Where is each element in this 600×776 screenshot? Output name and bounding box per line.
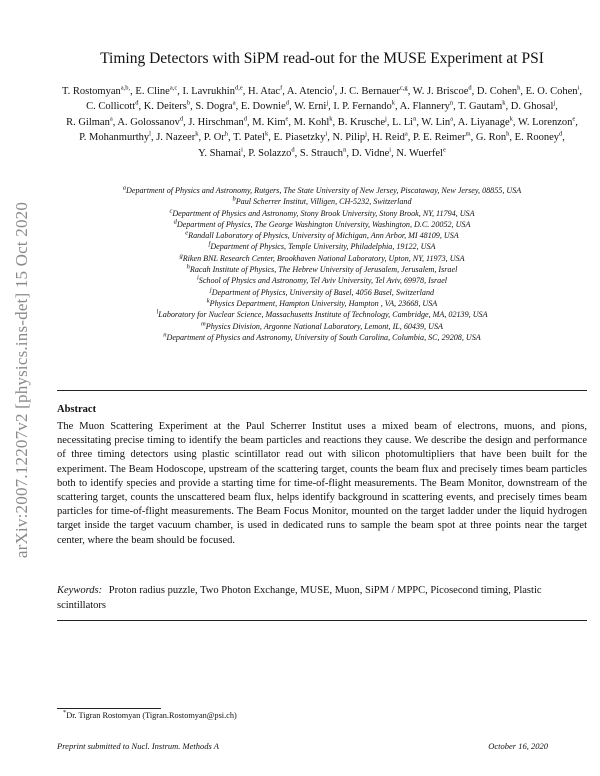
author-affil-mark: a <box>404 130 408 138</box>
affiliation-text: Department of Physics and Astronomy, Stony Brook University, Stony Brook, NY, 11794, USA <box>172 208 475 218</box>
author <box>392 117 416 128</box>
author-affil-mark: n <box>413 115 417 123</box>
author-name: Y. Shamai <box>198 147 242 159</box>
author-name: I. Lavrukhin <box>182 86 235 97</box>
keywords-text: Proton radius puzzle, Two Photon Exchange, MUSE, Muon, SiPM / MPPC, Picosecond timing, Plastic scintillators <box>57 585 542 611</box>
author <box>135 86 177 97</box>
affiliation-mark: n <box>163 331 167 339</box>
author-affil-mark: a <box>109 115 113 123</box>
author <box>352 148 392 159</box>
author-name: A. Atencio <box>286 86 333 97</box>
author-affil-mark: h <box>224 130 229 138</box>
author-affil-mark: c,g <box>399 84 408 92</box>
author-name: T. Patel <box>233 132 265 144</box>
author <box>182 86 242 97</box>
affiliation-text: Riken BNL Research Center, Brookhaven National Laboratory, Upton, NY, 11973, USA <box>182 253 465 263</box>
author-name: P. Mohanmurthy <box>79 132 150 144</box>
author-affil-mark: e <box>285 115 289 123</box>
author-affil-mark: k <box>502 99 506 107</box>
author-affil-mark: k <box>329 115 333 123</box>
affiliation <box>62 208 582 219</box>
paper-title: Timing Detectors with SiPM read-out for the MUSE Experiment at PSI <box>100 50 544 67</box>
author-affil-mark: d <box>559 130 563 138</box>
author-name: D. Vidne <box>351 147 390 159</box>
author <box>458 101 505 112</box>
author <box>476 132 510 143</box>
author-affil-mark: k <box>391 99 395 107</box>
affiliation-mark: d <box>173 218 177 226</box>
author-affil-mark: i <box>577 84 580 92</box>
author-affil-mark: d <box>243 115 247 123</box>
author-name: E. O. Cohen <box>525 86 578 97</box>
author-name: S. Strauch <box>299 147 344 159</box>
author-name: T. Gautam <box>458 101 503 113</box>
author <box>79 132 151 143</box>
author <box>372 132 408 143</box>
affiliation-mark: m <box>201 319 206 327</box>
affiliation <box>62 298 582 309</box>
footnote <box>63 711 237 720</box>
author <box>117 117 183 128</box>
affiliation-mark: k <box>206 297 210 305</box>
affiliation-text: Paul Scherrer Institut, Villigen, CH-5232, Switzerland <box>235 197 412 207</box>
author-affil-mark: j <box>326 99 329 107</box>
author-name: A. Golossanov <box>117 116 180 128</box>
author-name: W. J. Briscoe <box>412 86 469 97</box>
affiliation-mark: c <box>169 206 173 214</box>
author-affil-mark: h <box>517 84 521 92</box>
author-affil-mark: e <box>442 146 446 154</box>
author <box>233 132 268 143</box>
affiliation <box>62 332 582 343</box>
author <box>241 101 289 112</box>
author-affil-mark: i <box>389 146 392 154</box>
author-name: J. C. Bernauer <box>339 86 400 97</box>
affiliation <box>62 309 582 320</box>
author-name: J. Nazeer <box>156 132 196 144</box>
keywords-label: Keywords: <box>57 585 103 596</box>
author <box>252 117 288 128</box>
affiliation-text: Department of Physics and Astronomy, Rutgers, The State University of New Jersey, Piscataway, New Jersey, 08855, USA <box>126 186 522 195</box>
affiliation <box>62 196 582 207</box>
author-name: N. Wuerfel <box>396 147 443 159</box>
author-affil-mark: n <box>449 99 454 107</box>
affiliation <box>62 230 582 241</box>
affiliation <box>62 219 582 230</box>
author-affil-mark: l <box>149 130 151 138</box>
author <box>248 148 294 159</box>
author <box>273 132 327 143</box>
author-name: J. Hirschman <box>188 116 244 128</box>
author <box>333 101 395 112</box>
author <box>413 132 471 143</box>
author-name: D. Cohen <box>476 86 518 97</box>
author-name: N. Pilip <box>332 132 366 144</box>
footnote-mark: * <box>63 709 67 717</box>
author-affil-mark: a <box>232 99 236 107</box>
author-affil-mark: f <box>280 84 283 92</box>
author-name: K. Deiters <box>143 101 187 113</box>
affiliation <box>62 321 582 332</box>
affiliation-mark: i <box>196 274 199 282</box>
author-affil-mark: j <box>365 130 367 138</box>
author-affil-mark: j <box>385 115 387 123</box>
author-affil-mark: d <box>285 99 289 107</box>
arxiv-stamp-text: arXiv:2007.12207v2 [physics.ins-det] 15 Oct 2020 <box>12 201 32 559</box>
author-affil-mark: m <box>465 130 471 138</box>
author-name: E. Piasetzky <box>273 132 326 144</box>
affiliation-text: Department of Physics, The George Washington University, Washington, D.C. 20052, USA <box>176 219 471 229</box>
abstract-heading: Abstract <box>57 404 97 415</box>
author-name: H. Reid <box>372 132 405 144</box>
author-name: G. Ron <box>475 132 507 144</box>
author-name: L. Li <box>392 116 414 128</box>
affiliation-mark: b <box>232 195 236 203</box>
author <box>421 117 453 128</box>
affiliation-mark: f <box>208 240 211 248</box>
author <box>515 132 563 143</box>
author-name: M. Kohl <box>293 116 330 128</box>
author <box>400 101 453 112</box>
author-name: P. E. Reimer <box>413 132 466 144</box>
author-name: S. Dogra <box>195 101 233 113</box>
author-name: A. Liyanage <box>457 116 510 128</box>
affiliation-list <box>62 185 582 343</box>
author-affil-mark: f <box>332 84 335 92</box>
affiliation-text: Department of Physics and Astronomy, University of South Carolina, Columbia, SC, 29208, USA <box>166 332 481 342</box>
abstract-top-rule <box>57 390 587 391</box>
author-name: E. Rooney <box>514 132 559 144</box>
author-name: D. Ghosal <box>510 101 554 113</box>
author <box>477 86 521 97</box>
author-affil-mark: d <box>291 146 295 154</box>
affiliation-mark: e <box>185 229 189 237</box>
paper-date: October 16, 2020 <box>488 741 548 751</box>
author <box>332 132 367 143</box>
affiliation <box>62 185 582 196</box>
author-affil-mark: n <box>343 146 347 154</box>
affiliation <box>62 275 582 286</box>
author-name: M. Kim <box>252 116 286 128</box>
keywords <box>57 584 587 613</box>
author <box>340 86 408 97</box>
author <box>248 86 282 97</box>
affiliation-mark: a <box>122 184 127 192</box>
abstract-body: The Muon Scattering Experiment at the Paul Scherrer Institut uses a mixed beam of electrons, muons, and pions, necessitating precise timing to identify the beam particles and reactions they cause. We describe the design and performance of three timing detectors using plastic scintillator read out with silicon photomultipliers that have been built for the experiment. The Beam Hodoscope, upstream of the scattering target, counts the beam flux and precisely times beam particles both to identify species and provide a starting time for time-of-flight measurements. The Beam Monitor, downstream of the scattering target, counts the unscattered beam flux, helps identify background in scattering events, and precisely times beam particles for time-of-flight measurements. The Beam Focus Monitor, mounted on the target ladder under the liquid hydrogen target inside the target vacuum chamber, is used in dedicated runs to sample the beam spot at three points near the target center, where the beam should be focused. <box>57 421 587 546</box>
author-name: T. Rostomyan <box>62 86 121 97</box>
author-name: E. Downie <box>240 101 286 113</box>
author-name: I. P. Fernando <box>333 101 392 113</box>
author-affil-mark: k <box>195 130 199 138</box>
affiliation-text: Randall Laboratory of Physics, University of Michigan, Ann Arbor, MI 48109, USA <box>188 231 459 241</box>
author-affil-mark: a,c <box>169 84 178 92</box>
author <box>413 86 472 97</box>
affiliation-text: Department of Physics, University of Basel, 4056 Basel, Switzerland <box>211 287 435 297</box>
affiliation-mark: j <box>209 285 212 293</box>
author-affil-mark: a <box>450 115 454 123</box>
affiliation-text: Department of Physics, Temple University, Philadelphia, 19122, USA <box>210 242 436 252</box>
affiliation-text: Laboratory for Nuclear Science, Massachusetts Institute of Technology, Cambridge, MA, 02139, USA <box>158 310 488 320</box>
author <box>144 101 190 112</box>
arxiv-stamp <box>4 150 40 610</box>
author-list: T. Rostomyan$^{a,b,}$, E. Cline$^{a,c}$, I. Lavrukhin$^{d,e}$, H. Atac$^f$, A. Atencio$^f$, J. C. Bernauer$^{c,g}$, W. J. Briscoe$^d$, D. Cohen$^h$, E. O. Cohen$^i$, C. Collicott$^d$, K. Deiters$^b$, S. Dogra$^a$, E. Downie$^d$, W. Erni$^j$, I. P. Fernando$^k$, A. Flannery$^n$, T. Gautam$^k$, D. Ghosal$^j$, R. Gilman$^a$, A. Golossanov$^d$, J. Hirschman$^d$, M. Kim$^e$, M. Kohl$^k$, B. Krusche$^j$, L. Li$^n$, W. Lin$^a$, A. Liyanage$^k$, W. Lorenzon$^e$, P. Mohanmurthy$^l$, J. Nazeer$^k$, P. Or$^h$, T. Patel$^k$, E. Piasetzky$^i$, N. Pilip$^j$, H. Reid$^a$, P. E. Reimer$^m$, G. Ron$^h$, E. Rooney$^d$, Y. Shamai$^i$, P. Solazzo$^d$, S. Strauch$^n$, D. Vidne$^i$, N. Wuerfel$^e$ <box>62 84 582 159</box>
author-affil-mark: k <box>264 130 269 138</box>
author-affil-mark: i <box>241 146 243 154</box>
author-affil-mark: d <box>135 99 139 107</box>
author <box>511 101 555 112</box>
author <box>86 101 138 112</box>
author <box>294 101 328 112</box>
author-affil-mark: h <box>506 130 510 138</box>
author <box>294 117 333 128</box>
author-affil-mark: e <box>572 115 576 123</box>
author-affil-mark: j <box>553 99 556 107</box>
abstract-bottom-rule <box>57 620 587 621</box>
author <box>195 101 235 112</box>
affiliation-text: School of Physics and Astronomy, Tel Aviv University, Tel Aviv, 69978, Israel <box>198 276 448 286</box>
author <box>338 117 387 128</box>
author-name: P. Or <box>203 132 225 144</box>
affiliation <box>62 264 582 275</box>
author-name: W. Lorenzon <box>517 116 573 128</box>
affiliation-mark: g <box>179 252 183 260</box>
affiliation <box>62 241 582 252</box>
affiliation-text: Physics Division, Argonne National Laboratory, Lemont, IL, 60439, USA <box>205 321 443 331</box>
author-name: B. Krusche <box>337 116 385 128</box>
author-affil-mark: a,b, <box>120 84 131 92</box>
affiliation-mark: h <box>186 263 190 271</box>
author <box>156 132 198 143</box>
author <box>458 117 513 128</box>
author-affil-mark: b <box>186 99 191 107</box>
author <box>198 148 243 159</box>
affiliation <box>62 287 582 298</box>
author-name: W. Erni <box>294 101 327 113</box>
author <box>188 117 247 128</box>
affiliation <box>62 253 582 264</box>
author <box>518 117 575 128</box>
author <box>287 86 335 97</box>
affiliation-text: Physics Department, Hampton University, Hampton , VA, 23668, USA <box>209 298 438 308</box>
author-name: R. Gilman <box>66 116 110 128</box>
author-affil-mark: i <box>325 130 328 138</box>
footnote-rule <box>57 708 161 709</box>
affiliation-text: Racah Institute of Physics, The Hebrew University of Jerusalem, Jerusalem, Israel <box>189 265 458 275</box>
author-affil-mark: d <box>468 84 472 92</box>
author-name: H. Atac <box>248 86 281 97</box>
author <box>396 148 446 159</box>
author-name: P. Solazzo <box>248 147 292 159</box>
author-affil-mark: d,e <box>234 84 243 92</box>
author <box>62 86 130 97</box>
author <box>66 117 113 128</box>
author-name: E. Cline <box>135 86 170 97</box>
author-name: C. Collicott <box>86 101 136 113</box>
preprint-note: Preprint submitted to Nucl. Instrum. Methods A <box>57 741 219 751</box>
footnote-text: Dr. Tigran Rostomyan (Tigran.Rostomyan@psi.ch) <box>66 711 237 720</box>
author <box>204 132 228 143</box>
author-affil-mark: d <box>179 115 184 123</box>
author <box>526 86 580 97</box>
affiliation-mark: l <box>156 308 159 316</box>
author-name: A. Flannery <box>399 101 450 113</box>
author-name: W. Lin <box>421 116 451 128</box>
author-affil-mark: k <box>509 115 513 123</box>
author <box>300 148 346 159</box>
